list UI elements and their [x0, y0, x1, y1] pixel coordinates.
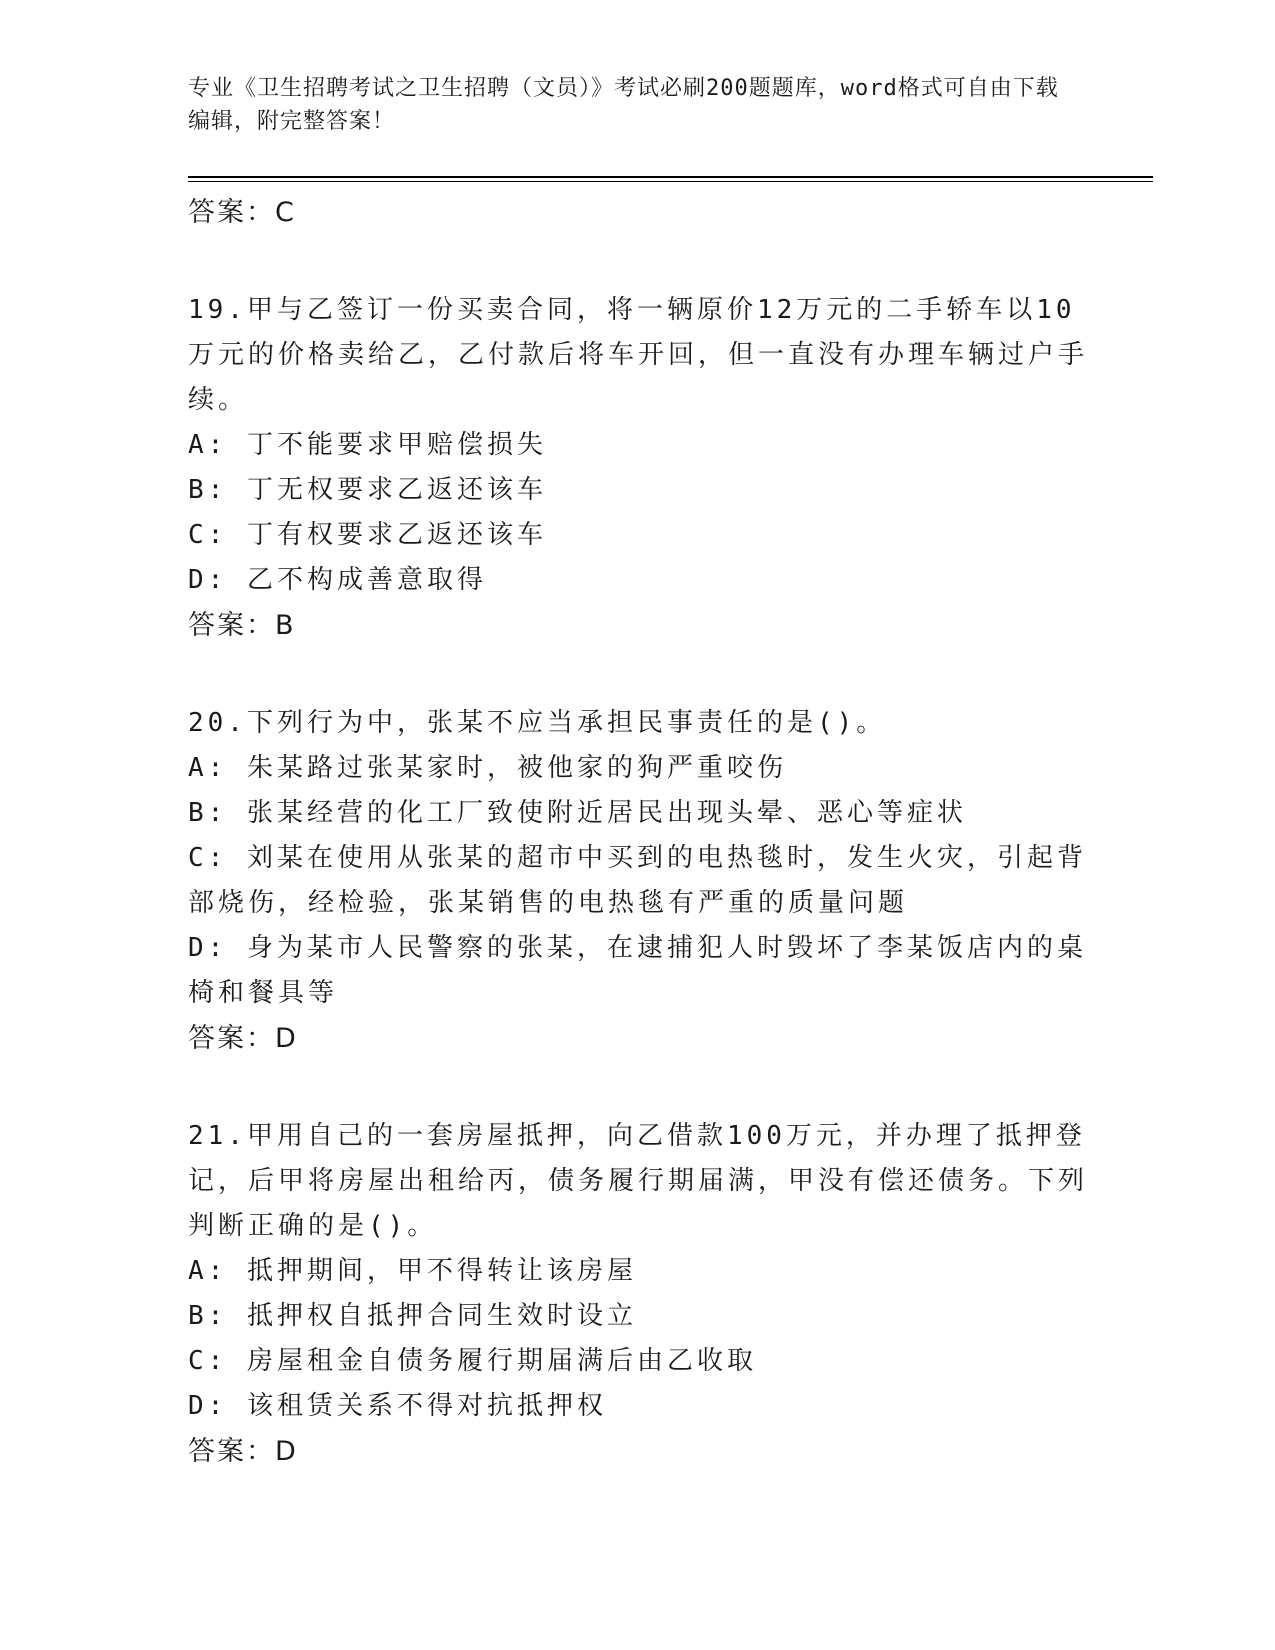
option-a: A: 丁不能要求甲赔偿损失 — [188, 430, 547, 460]
question-stem: 19.甲与乙签订一份买卖合同，将一辆原价12万元的二手轿车以10万元的价格卖给乙，乙付款后将车开回，但一直没有办理车辆过户手续。 — [188, 295, 1089, 415]
option-d: D: 身为某市人民警察的张某，在逮捕犯人时毁坏了李某饭店内的桌椅和餐具等 — [188, 933, 1087, 1008]
option-b: B: 丁无权要求乙返还该车 — [188, 475, 547, 505]
option-d: D: 该租赁关系不得对抗抵押权 — [188, 1391, 607, 1421]
option-a: A: 朱某路过张某家时，被他家的狗严重咬伤 — [188, 753, 787, 783]
answer-line: 答案：D — [188, 1023, 298, 1054]
answer-line: 答案：C — [188, 197, 296, 228]
answer-line: 答案：B — [188, 610, 296, 641]
question-21 — [188, 1114, 1088, 1475]
option-d: D: 乙不构成善意取得 — [188, 565, 487, 595]
question-stem: 21.甲用自己的一套房屋抵押，向乙借款100万元，并办理了抵押登记，后甲将房屋出租给丙，债务履行期届满，甲没有偿还债务。下列判断正确的是()。 — [188, 1121, 1089, 1241]
question-list — [188, 190, 1088, 1475]
option-a: A: 抵押期间，甲不得转让该房屋 — [188, 1256, 637, 1286]
page-header: 专业《卫生招聘考试之卫生招聘（文员）》考试必刷200题题库，word格式可自由下载编辑，附完整答案！ — [188, 76, 1059, 134]
option-c: C: 刘某在使用从张某的超市中买到的电热毯时，发生火灾，引起背部烧伤，经检验，张某销售的电热毯有严重的质量问题 — [188, 843, 1087, 918]
question-stem: 20.下列行为中，张某不应当承担民事责任的是()。 — [188, 708, 887, 738]
header-divider-thick — [188, 176, 1153, 178]
header-divider-thin — [188, 181, 1153, 182]
option-c: C: 丁有权要求乙返还该车 — [188, 520, 547, 550]
answer-line: 答案：D — [188, 1436, 298, 1467]
question-20 — [188, 701, 1088, 1062]
question-19 — [188, 288, 1088, 649]
option-b: B: 抵押权自抵押合同生效时设立 — [188, 1301, 637, 1331]
option-b: B: 张某经营的化工厂致使附近居民出现头晕、恶心等症状 — [188, 798, 967, 828]
option-c: C: 房屋租金自债务履行期届满后由乙收取 — [188, 1346, 757, 1376]
